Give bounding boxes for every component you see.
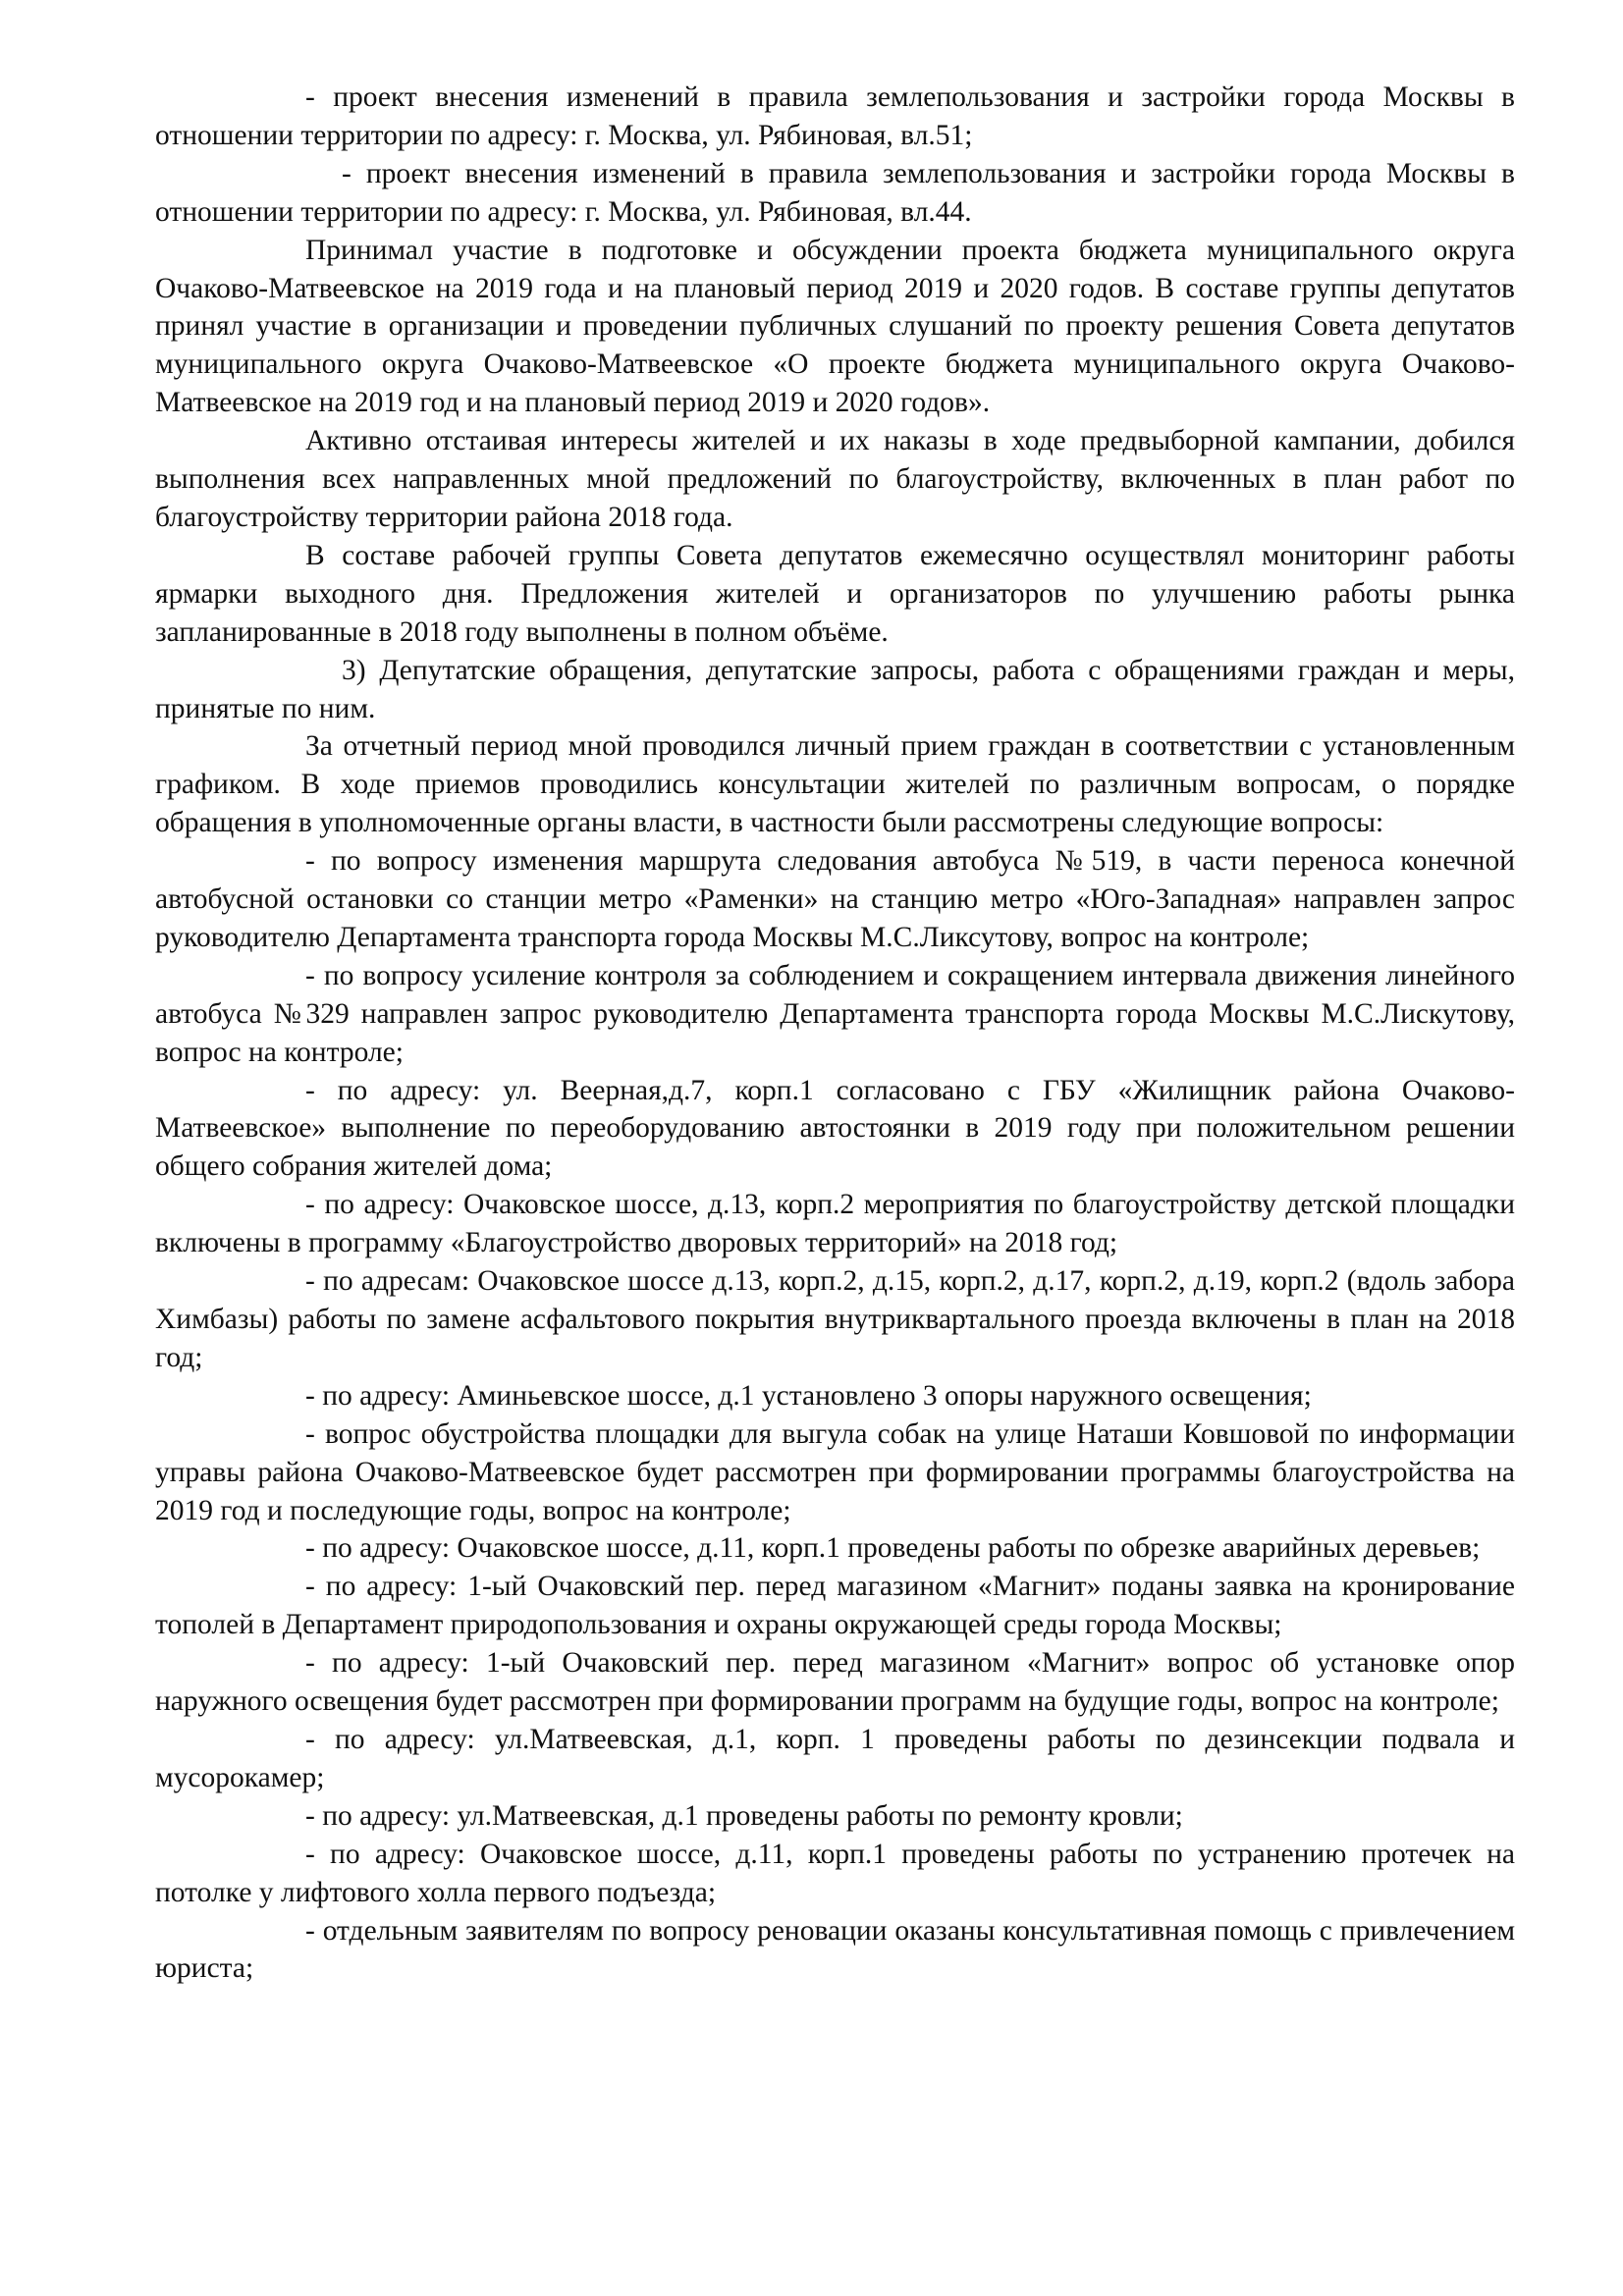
paragraph-rules-project-44: - проект внесения изменений в правила землепользования и застройки города Москвы в отношении территории по адресу: г. Москва, ул. Рябиновая, вл.44. bbox=[155, 157, 1515, 228]
list-item-tree-trimming: - по адресу: Очаковское шоссе, д.11, корп.1 проведены работы по обрезке аварийных деревьев; bbox=[305, 1532, 1481, 1565]
list-item-bus-329: - по вопросу усиление контроля за соблюдением и сокращением интервала движения линейного автобуса №329 направлен запрос руководителю Департамента транспорта города Москвы М.С.Лискутову, вопрос на контроле; bbox=[155, 959, 1515, 1068]
list-item-veernaya-parking: - по адресу: ул. Веерная,д.7, корп.1 согласовано с ГБУ «Жилищник района Очаково-Матвеевское» выполнение по переоборудованию автостоянки в 2019 году при положительном решении общего собрания жителей дома; bbox=[155, 1074, 1515, 1183]
list-item-leak-repair: - по адресу: Очаковское шоссе, д.11, корп.1 проведены работы по устранению протечек на потолке у лифтового холла первого подъезда; bbox=[155, 1838, 1515, 1908]
list-item-asphalt: - по адресам: Очаковское шоссе д.13, корп.2, д.15, корп.2, д.17, корп.2, д.19, корп.2 (вдоль забора Химбазы) работы по замене асфальтового покрытия внутриквартального проезда включены в план на 2018 год; bbox=[155, 1265, 1515, 1373]
list-item-disinsection: - по адресу: ул.Матвеевская, д.1, корп. 1 проведены работы по дезинсекции подвала и мусорокамер; bbox=[155, 1723, 1515, 1793]
paragraph-fair-monitoring: В составе рабочей группы Совета депутатов ежемесячно осуществлял мониторинг работы ярмарки выходного дня. Предложения жителей и организаторов по улучшению работы рынка запланированные в 2018 году выполнены в полном объёме. bbox=[155, 539, 1515, 648]
paragraph-rules-project-51: - проект внесения изменений в правила землепользования и застройки города Москвы в отношении территории по адресу: г. Москва, ул. Рябиновая, вл.51; bbox=[155, 81, 1515, 151]
paragraph-budget-participation: Принимал участие в подготовке и обсуждении проекта бюджета муниципального округа Очаково-Матвеевское на 2019 года и на плановый период 2019 и 2020 годов. В составе группы депутатов принял участие в организации и проведении публичных слушаний по проекту решения Совета депутатов муниципального округа Очаково-Матвеевское «О проекте бюджета муниципального округа Очаково-Матвеевское на 2019 год и на плановый период 2019 и 2020 годов». bbox=[155, 234, 1515, 419]
list-item-renovation-consult: - отдельным заявителям по вопросу реновации оказаны консультативная помощь с привлечением юриста; bbox=[155, 1914, 1515, 1985]
list-item-lighting-poles: - по адресу: 1-ый Очаковский пер. перед магазином «Магнит» вопрос об установке опор наружного освещения будет рассмотрен при формировании программ на будущие годы, вопрос на контроле; bbox=[155, 1647, 1515, 1718]
section-heading-appeals: 3) Депутатские обращения, депутатские запросы, работа с обращениями граждан и меры, принятые по ним. bbox=[155, 654, 1515, 724]
document-body bbox=[155, 79, 1515, 1988]
paragraph-improvement-proposals: Активно отстаивая интересы жителей и их наказы в ходе предвыборной кампании, добился выполнения всех направленных мной предложений по благоустройству, включенных в план работ по благоустройству территории района 2018 года. bbox=[155, 425, 1515, 533]
list-item-playground: - по адресу: Очаковское шоссе, д.13, корп.2 мероприятия по благоустройству детской площадки включены в программу «Благоустройство дворовых территорий» на 2018 год; bbox=[155, 1189, 1515, 1259]
list-item-roof-repair: - по адресу: ул.Матвеевская, д.1 проведены работы по ремонту кровли; bbox=[305, 1799, 1183, 1832]
paragraph-reception-of-citizens: За отчетный период мной проводился личный прием граждан в соответствии с установленным графиком. В ходе приемов проводились консультации жителей по различным вопросам, о порядке обращения в уполномоченные органы власти, в частности были рассмотрены следующие вопросы: bbox=[155, 730, 1515, 839]
list-item-poplar-crowning: - по адресу: 1-ый Очаковский пер. перед магазином «Магнит» поданы заявка на кронирование тополей в Департамент природопользования и охраны окружающей среды города Москвы; bbox=[155, 1571, 1515, 1641]
list-item-dog-area: - вопрос обустройства площадки для выгула собак на улице Наташи Ковшовой по информации управы района Очаково-Матвеевское будет рассмотрен при формировании программы благоустройства на 2019 год и последующие годы, вопрос на контроле; bbox=[155, 1417, 1515, 1526]
list-item-lighting-aminievskoe: - по адресу: Аминьевское шоссе, д.1 установлено 3 опоры наружного освещения; bbox=[305, 1379, 1312, 1412]
list-item-bus-519: - по вопросу изменения маршрута следования автобуса №519, в части переноса конечной автобусной остановки со станции метро «Раменки» на станцию метро «Юго-Западная» направлен запрос руководителю Департамента транспорта города Москвы М.С.Ликсутову, вопрос на контроле; bbox=[155, 845, 1515, 953]
